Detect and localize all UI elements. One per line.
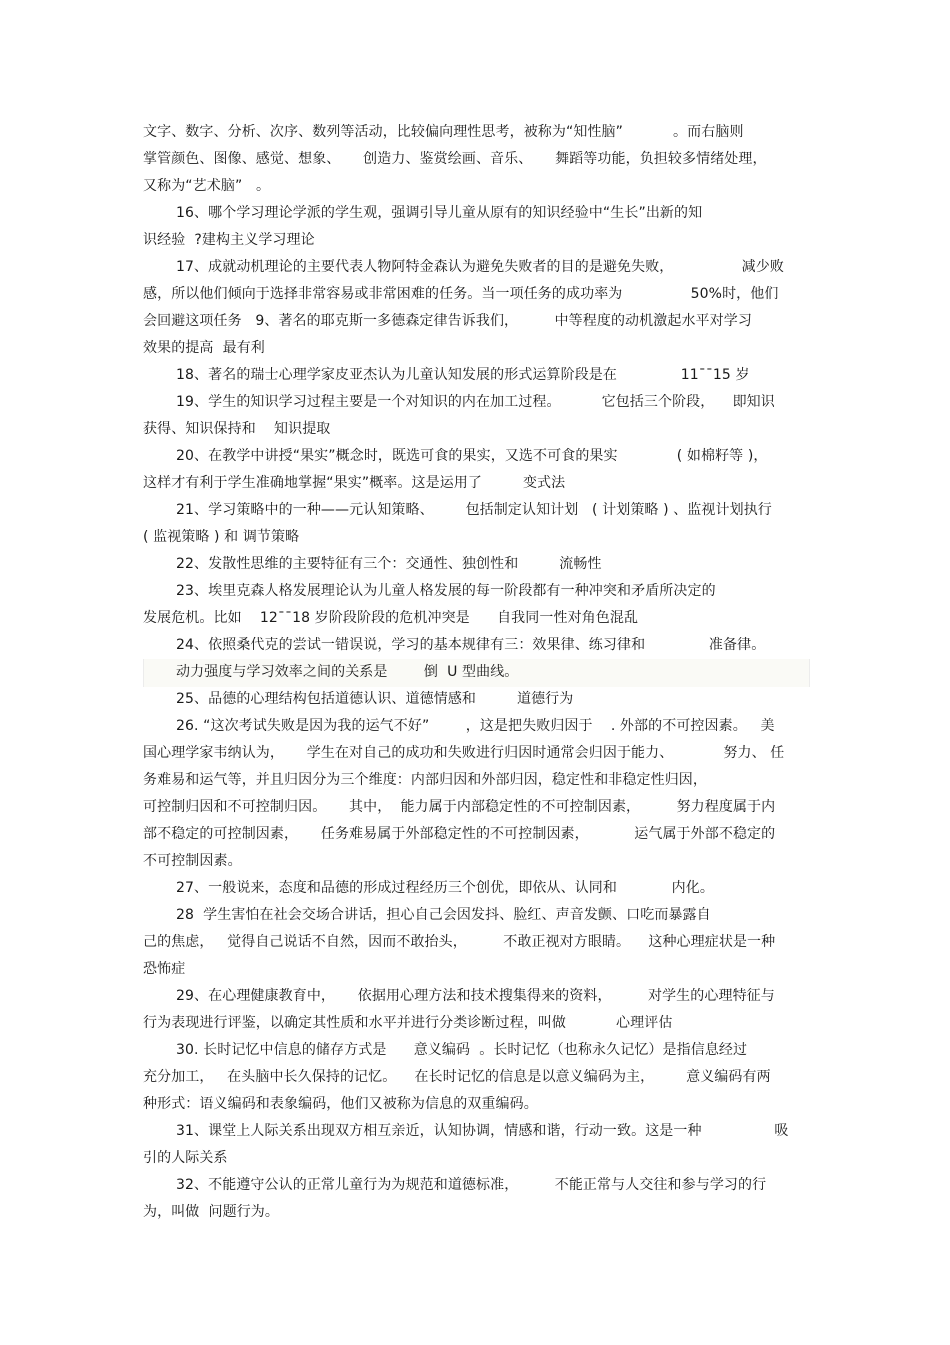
text-line: 可控制归因和不可控制归因。 其中， 能力属于内部稳定性的不可控制因素， 努力程度属于内 <box>143 799 776 815</box>
text-line: 行为表现进行评鉴，以确定其性质和水平并进行分类诊断过程，叫做 心理评估 <box>143 1015 673 1031</box>
text-line: 效果的提高 最有利 <box>143 340 265 356</box>
text-line: 32、不能遵守公认的正常儿童行为为规范和道德标准， 不能正常与人交往和参与学习的行 <box>176 1177 767 1193</box>
text-line: 16、哪个学习理论学派的学生观，强调引导儿童从原有的知识经验中“生长”出新的知 <box>176 205 703 221</box>
text-line: 恐怖症 <box>143 961 186 977</box>
text-line: 27、一般说来，态度和品德的形成过程经历三个创优，即依从、认同和 内化。 <box>176 880 714 896</box>
text-line: ( 监视策略 ) 和 调节策略 <box>143 529 300 545</box>
text-line: 引的人际关系 <box>143 1150 228 1166</box>
text-line: 又称为“艺术脑” 。 <box>143 178 271 194</box>
text-line: 17、成就动机理论的主要代表人物阿特金森认为避免失败者的目的是避免失败， 减少败 <box>176 259 784 275</box>
text-line: 24、依照桑代克的尝试一错误说，学习的基本规律有三：效果律、练习律和 准备律。 <box>176 637 766 653</box>
text-line: 充分加工， 在头脑中长久保持的记忆。 在长时记忆的信息是以意义编码为主， 意义编码有两 <box>143 1069 771 1085</box>
text-line: 会回避这项任务 9、著名的耶克斯一多德森定律告诉我们， 中等程度的动机激起水平对学习 <box>143 313 752 329</box>
text-line: 29、在心理健康教育中， 依据用心理方法和技术搜集得来的资料， 对学生的心理特征与 <box>176 988 775 1004</box>
text-line: 己的焦虑， 觉得自己说话不自然，因而不敢抬头， 不敢正视对方眼睛。 这种心理症状是一种 <box>143 934 776 950</box>
text-line: 务难易和运气等，并且归因分为三个维度：内部归因和外部归因，稳定性和非稳定性归因， <box>143 772 707 788</box>
text-line: 19、学生的知识学习过程主要是一个对知识的内在加工过程。 它包括三个阶段， 即知识 <box>176 394 775 410</box>
text-line: 18、著名的瑞士心理学家皮亚杰认为儿童认知发展的形式运算阶段是在 11¯¯15 岁 <box>176 367 750 383</box>
text-line: 为，叫做 问题行为。 <box>143 1204 279 1220</box>
text-line: 动力强度与学习效率之间的关系是 倒 U 型曲线。 <box>176 664 519 680</box>
text-line: 30. 长时记忆中信息的储存方式是 意义编码 。长时记忆（也称永久记忆）是指信息经过 <box>176 1042 748 1058</box>
text-line: 文字、数字、分析、次序、数列等活动，比较偏向理性思考，被称为“知性脑” 。而右脑则 <box>143 124 744 140</box>
text-line: 感，所以他们倾向于选择非常容易或非常困难的任务。当一项任务的成功率为 50%时，他们 <box>143 286 779 302</box>
text-line: 21、学习策略中的一种——元认知策略、 包括制定认知计划 ( 计划策略 ) 、监视计划执行 <box>176 502 772 518</box>
text-line: 掌管颜色、图像、感觉、想象、 创造力、鉴赏绘画、音乐、 舞蹈等功能，负担较多情绪处理， <box>143 151 767 167</box>
text-line: 23、埃里克森人格发展理论认为儿童人格发展的每一阶段都有一种冲突和矛盾所决定的 <box>176 583 716 599</box>
text-line: 种形式：语义编码和表象编码，他们又被称为信息的双重编码。 <box>143 1096 538 1112</box>
text-line: 31、课堂上人际关系出现双方相互亲近，认知协调，情感和谐，行动一致。这是一种 吸 <box>176 1123 789 1139</box>
text-line: 25、品德的心理结构包括道德认识、道德情感和 道德行为 <box>176 691 574 707</box>
text-line: 26. “这次考试失败是因为我的运气不好” ，这是把失败归因于 . 外部的不可控因素。 美 <box>176 718 775 734</box>
text-line: 28 学生害怕在社会交场合讲话，担心自己会因发抖、脸红、声音发颤、口吃而暴露自 <box>176 907 711 923</box>
text-line: 22、发散性思维的主要特征有三个：交通性、独创性和 流畅性 <box>176 556 602 572</box>
text-line: 20、在教学中讲授“果实”概念时，既选可食的果实，又选不可食的果实 ( 如棉籽等 )， <box>176 448 768 464</box>
text-line: 获得、知识保持和 知识提取 <box>143 421 331 437</box>
text-line: 识经验 ?建构主义学习理论 <box>143 232 315 248</box>
text-line: 这样才有利于学生准确地掌握“果实”概率。这是运用了 变式法 <box>143 475 566 491</box>
text-line: 不可控制因素。 <box>143 853 242 869</box>
text-line: 国心理学家韦纳认为， 学生在对自己的成功和失败进行归因时通常会归因于能力、 努力、 任 <box>143 745 785 761</box>
text-line: 发展危机。比如 12¯¯18 岁阶段阶段的危机冲突是 自我同一性对角色混乱 <box>143 610 639 626</box>
text-line: 部不稳定的可控制因素， 任务难易属于外部稳定性的不可控制因素， 运气属于外部不稳定的 <box>143 826 776 842</box>
